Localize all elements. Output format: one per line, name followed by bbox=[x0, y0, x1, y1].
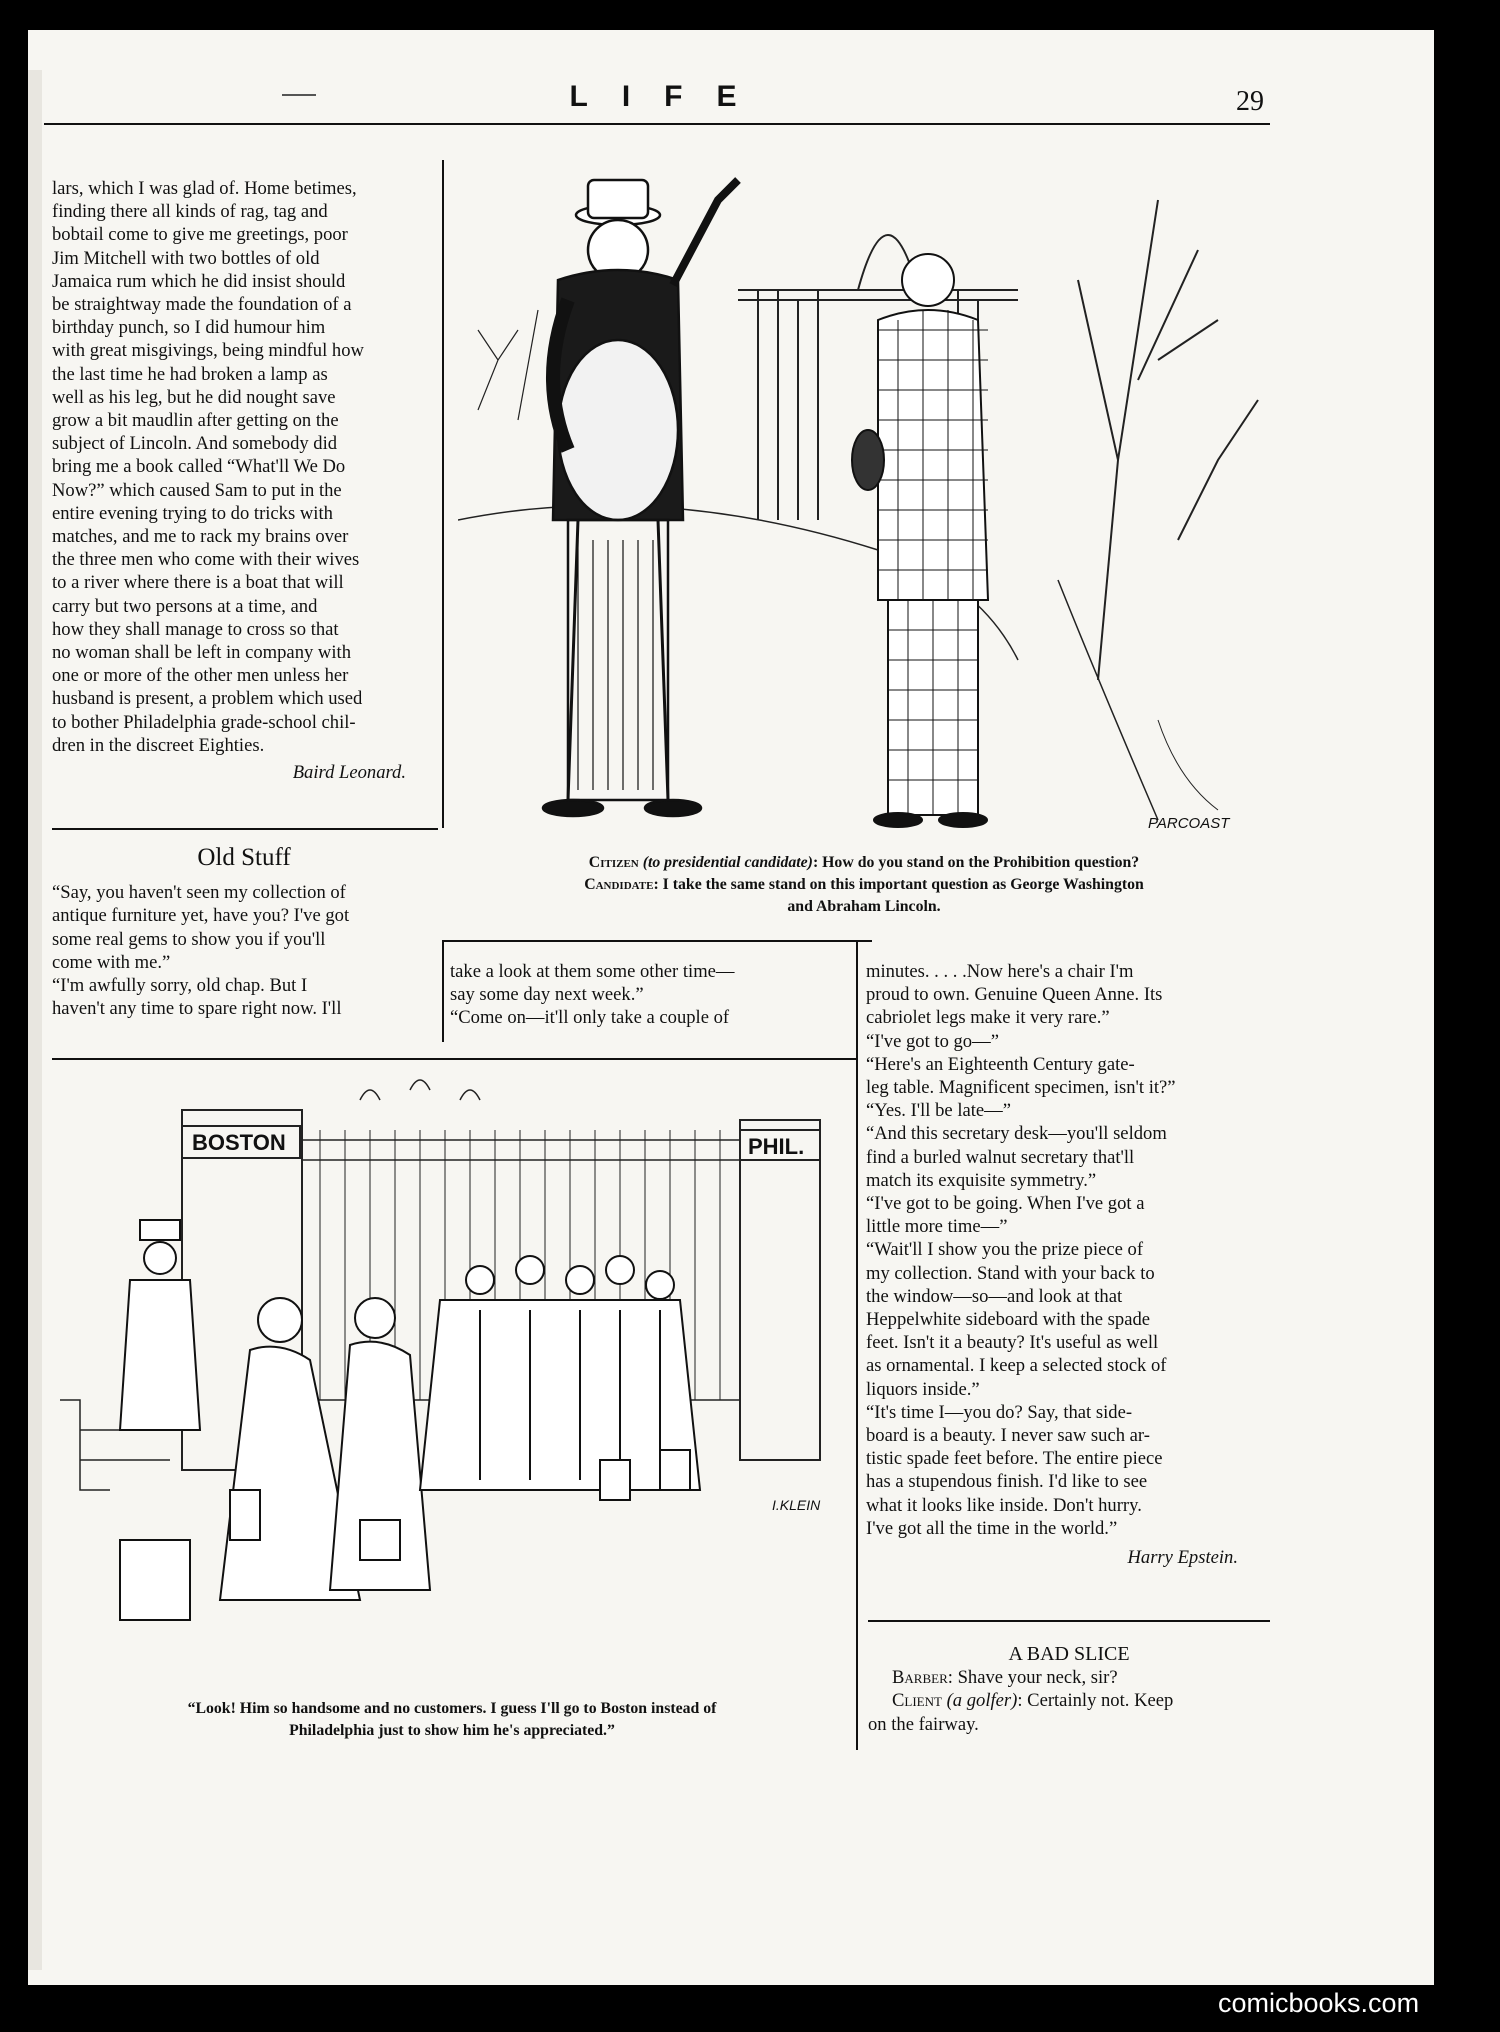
column-one-text bbox=[52, 177, 436, 784]
old-stuff-paragraph-3 bbox=[866, 960, 1268, 1540]
section-rule-bad-slice bbox=[868, 1620, 1270, 1622]
client-answer: : Certainly not. Keep bbox=[1017, 1690, 1174, 1712]
text-line: I've got all the time in the world.” bbox=[866, 1517, 1118, 1539]
text-line: “Yes. I'll be late—” bbox=[866, 1100, 1012, 1122]
text-line: my collection. Stand with your back to bbox=[866, 1262, 1155, 1284]
boston-gate-sign: BOSTON bbox=[192, 1130, 286, 1155]
text-line: “Here's an Eighteenth Century gate- bbox=[866, 1053, 1135, 1075]
bad-slice-section bbox=[868, 1643, 1270, 1736]
text-line: as ornamental. I keep a selected stock of bbox=[866, 1355, 1167, 1377]
text-line: Jim Mitchell with two bottles of old bbox=[52, 247, 320, 269]
text-line: “Come on—it'll only take a couple of bbox=[450, 1007, 730, 1029]
client-answer-cont: on the fairway. bbox=[868, 1713, 979, 1735]
text-line: “It's time I—you do? Say, that side- bbox=[866, 1401, 1133, 1423]
text-line: feet. Isn't it a beauty? It's useful as well bbox=[866, 1332, 1159, 1354]
header-rule bbox=[44, 123, 1270, 125]
stage-direction: (to presidential candidate) bbox=[642, 854, 813, 871]
text-line: well as his leg, but he did nought save bbox=[52, 386, 336, 408]
text-line: to a river where there is a boat that will bbox=[52, 572, 344, 594]
cartoon1-caption bbox=[448, 852, 1280, 918]
text-line: grow a bit maudlin after getting on the bbox=[52, 410, 339, 432]
client-direction: (a golfer) bbox=[946, 1690, 1018, 1712]
cartoon2-caption-line2: Philadelphia just to show him he's appreciated.” bbox=[289, 1722, 615, 1739]
column-divider-3 bbox=[856, 940, 858, 1750]
speaker-citizen: Citizen bbox=[588, 854, 639, 871]
caption-line-citizen bbox=[448, 852, 1280, 874]
cartoon2-caption-line1: “Look! Him so handsome and no customers. I guess I'll go to Boston instead of bbox=[187, 1700, 717, 1717]
text-line: “Say, you haven't seen my collection of bbox=[52, 882, 346, 904]
text-line: Now?” which caused Sam to put in the bbox=[52, 479, 342, 501]
text-line: has a stupendous finish. I'd like to see bbox=[866, 1471, 1148, 1493]
column-divider bbox=[442, 160, 444, 828]
text-line: entire evening trying to do tricks with bbox=[52, 502, 333, 524]
cartoon-station-gates bbox=[60, 1070, 850, 1690]
text-line: carry but two persons at a time, and bbox=[52, 595, 318, 617]
text-line: bobtail come to give me greetings, poor bbox=[52, 224, 348, 246]
cartoon2-artist-signature: I.KLEIN bbox=[772, 1497, 821, 1513]
binding-edge bbox=[28, 70, 42, 1970]
magazine-title: LIFE bbox=[569, 80, 771, 113]
section-rule bbox=[52, 828, 438, 830]
text-line: with great misgivings, being mindful how bbox=[52, 340, 364, 362]
cartoon-citizen-candidate bbox=[458, 160, 1274, 850]
text-line: little more time—” bbox=[866, 1216, 1008, 1238]
text-line: haven't any time to spare right now. I'll bbox=[52, 998, 342, 1020]
text-line: cabriolet legs make it very rare.” bbox=[866, 1007, 1110, 1029]
page-number: 29 bbox=[1236, 86, 1264, 117]
column-divider-2 bbox=[442, 940, 444, 1042]
text-line: some real gems to show you if you'll bbox=[52, 928, 326, 950]
old-stuff-column-2 bbox=[450, 960, 850, 1030]
signature-baird-leonard: Baird Leonard. bbox=[292, 762, 406, 784]
ink-smudge bbox=[282, 94, 316, 96]
speaker-client: Client bbox=[892, 1690, 942, 1712]
cartoon2-caption bbox=[52, 1698, 852, 1742]
old-stuff-column-3 bbox=[866, 960, 1268, 1569]
old-stuff-title: Old Stuff bbox=[197, 844, 291, 871]
text-line: come with me.” bbox=[52, 951, 171, 973]
candidate-answer-cont: and Abraham Lincoln. bbox=[787, 898, 941, 915]
text-line: liquors inside.” bbox=[866, 1378, 980, 1400]
text-line: matches, and me to rack my brains over bbox=[52, 526, 349, 548]
text-line: Heppelwhite sideboard with the spade bbox=[866, 1309, 1150, 1331]
text-line: board is a beauty. I never saw such ar- bbox=[866, 1425, 1150, 1447]
candidate-answer: : I take the same stand on this important question as George Washington bbox=[653, 876, 1144, 893]
watermark: comicbooks.com bbox=[1218, 1988, 1420, 2018]
text-line: “I'm awfully sorry, old chap. But I bbox=[52, 975, 308, 997]
text-line: birthday punch, so I did humour him bbox=[52, 317, 326, 339]
text-line: husband is present, a problem which used bbox=[52, 688, 363, 710]
text-line: “And this secretary desk—you'll seldom bbox=[866, 1123, 1167, 1145]
text-line: antique furniture yet, have you? I've got bbox=[52, 905, 350, 927]
text-line: to bother Philadelphia grade-school chil- bbox=[52, 711, 356, 733]
section-rule-lower bbox=[52, 1058, 858, 1060]
client-line bbox=[868, 1689, 1270, 1712]
text-line: how they shall manage to cross so that bbox=[52, 618, 339, 640]
text-line: bring me a book called “What'll We Do bbox=[52, 456, 346, 478]
speaker-barber: Barber bbox=[892, 1667, 948, 1689]
text-line: finding there all kinds of rag, tag and bbox=[52, 201, 328, 223]
signature-harry-epstein: Harry Epstein. bbox=[1127, 1547, 1238, 1569]
text-line: lars, which I was glad of. Home betimes, bbox=[52, 178, 357, 199]
text-line: the three men who come with their wives bbox=[52, 549, 360, 571]
caption-line-candidate bbox=[448, 874, 1280, 896]
text-line: leg table. Magnificent specimen, isn't it?” bbox=[866, 1077, 1176, 1099]
philadelphia-gate-sign: PHIL. bbox=[748, 1134, 805, 1159]
text-line: no woman shall be left in company with bbox=[52, 642, 351, 664]
text-line: say some day next week.” bbox=[450, 984, 644, 1006]
text-line: take a look at them some other time— bbox=[450, 961, 735, 982]
barber-line bbox=[868, 1666, 1270, 1689]
citizen-question: : How do you stand on the Prohibition question? bbox=[812, 854, 1140, 871]
cartoon1-artist-signature: PARCOAST bbox=[1148, 815, 1230, 832]
text-line: “I've got to be going. When I've got a bbox=[866, 1193, 1145, 1215]
text-line: dren in the discreet Eighties. bbox=[52, 734, 265, 756]
bad-slice-title: A BAD SLICE bbox=[1008, 1643, 1130, 1665]
section-rule-middle bbox=[442, 940, 872, 942]
old-stuff-column-1 bbox=[52, 846, 436, 1020]
text-line: minutes. . . . .Now here's a chair I'm bbox=[866, 961, 1134, 982]
old-stuff-paragraph-2 bbox=[450, 960, 850, 1030]
text-line: the window—so—and look at that bbox=[866, 1285, 1123, 1307]
text-line: “Wait'll I show you the prize piece of bbox=[866, 1239, 1144, 1261]
text-line: one or more of the other men unless her bbox=[52, 665, 349, 687]
column-one-paragraph bbox=[52, 177, 436, 757]
text-line: “I've got to go—” bbox=[866, 1030, 999, 1052]
text-line: Jamaica rum which he did insist should bbox=[52, 270, 346, 292]
speaker-candidate: Candidate bbox=[584, 876, 654, 893]
text-line: what it looks like inside. Don't hurry. bbox=[866, 1494, 1142, 1516]
text-line: proud to own. Genuine Queen Anne. Its bbox=[866, 984, 1163, 1006]
text-line: tistic spade feet before. The entire piece bbox=[866, 1448, 1163, 1470]
old-stuff-paragraph-1 bbox=[52, 881, 436, 1020]
text-line: find a burled walnut secretary that'll bbox=[866, 1146, 1135, 1168]
margin-arrow-icon bbox=[0, 392, 10, 412]
text-line: subject of Lincoln. And somebody did bbox=[52, 433, 338, 455]
barber-question: : Shave your neck, sir? bbox=[947, 1667, 1118, 1689]
text-line: match its exquisite symmetry.” bbox=[866, 1169, 1097, 1191]
text-line: be straightway made the foundation of a bbox=[52, 294, 352, 316]
text-line: the last time he had broken a lamp as bbox=[52, 363, 328, 385]
